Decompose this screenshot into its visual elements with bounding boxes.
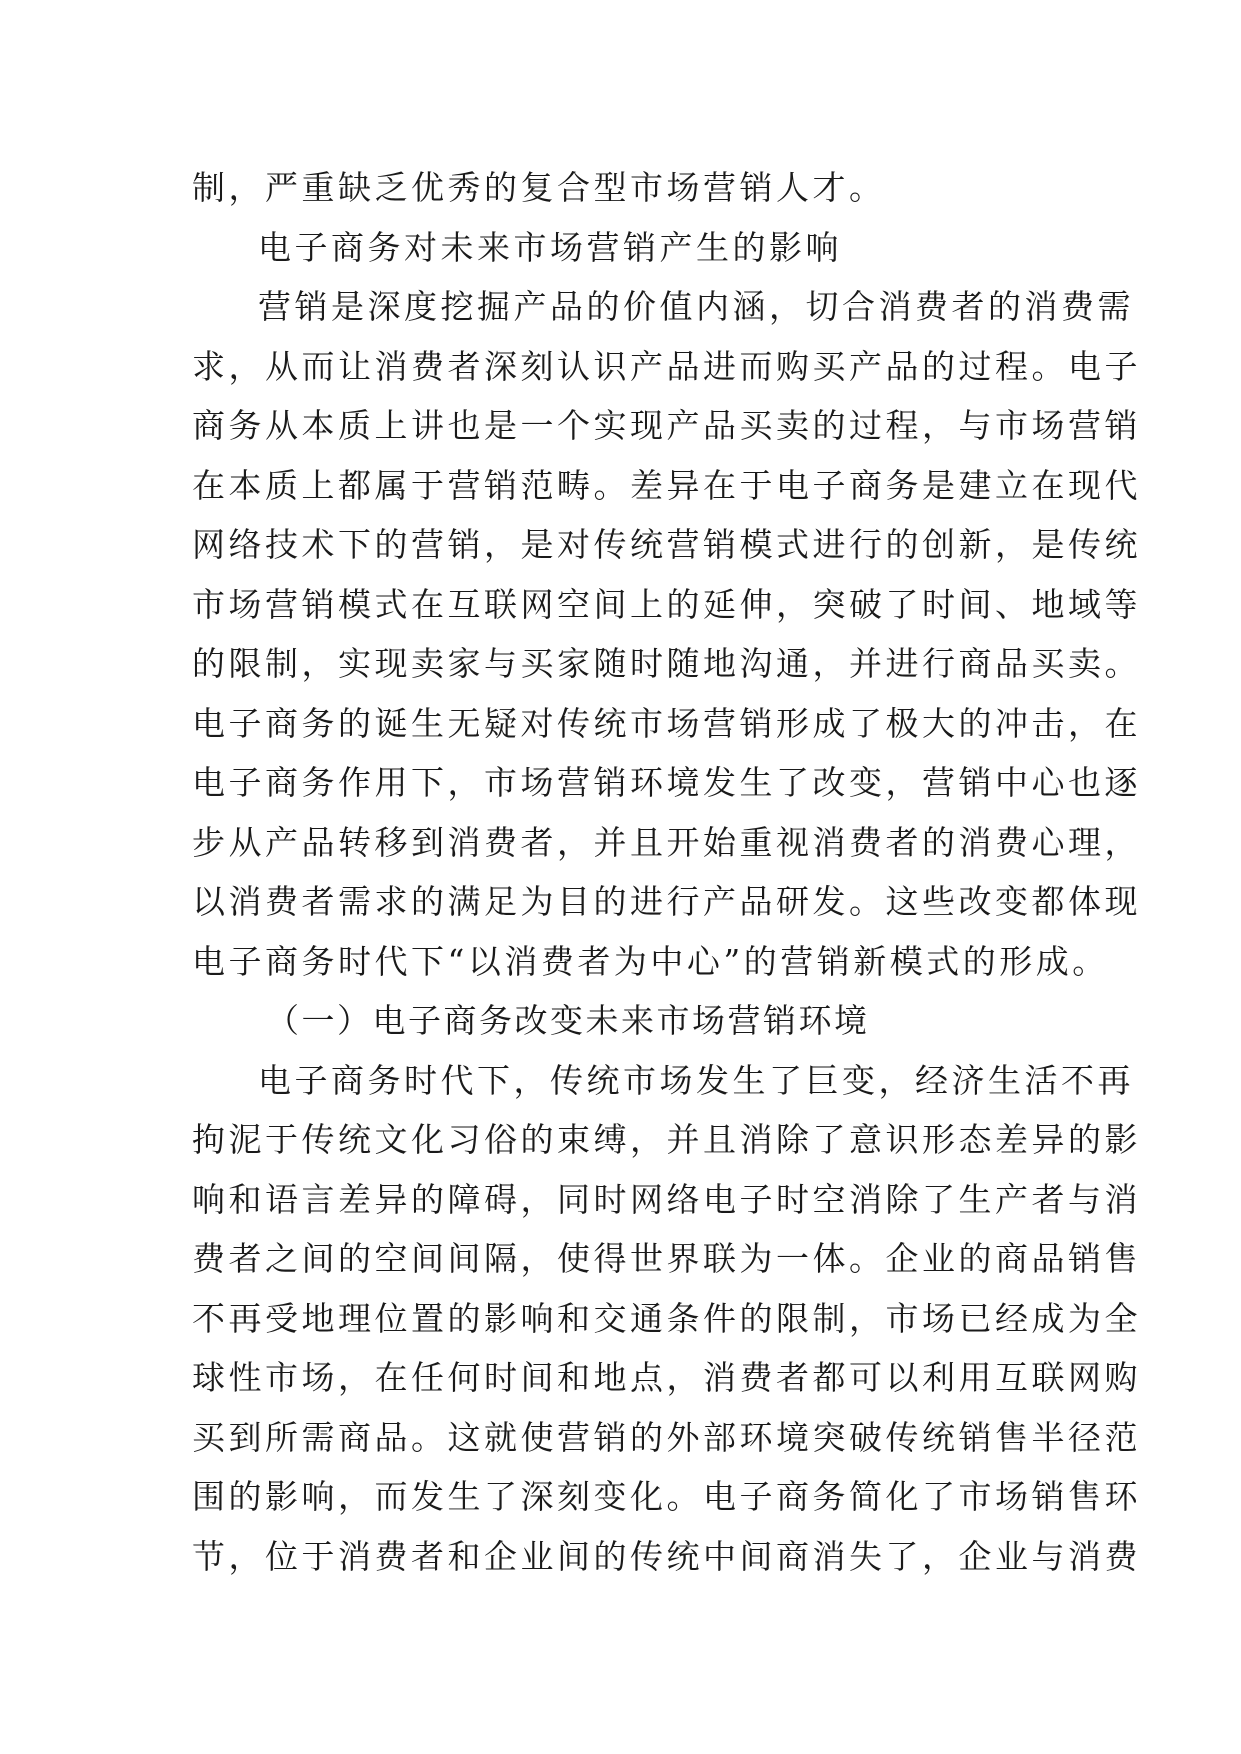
section-heading: 电子商务对未来市场营销产生的影响 [258, 227, 842, 267]
paragraph-line: 响和语言差异的障碍，同时网络电子时空消除了生产者与消 [192, 1179, 1141, 1219]
paragraph-line: 买到所需商品。这就使营销的外部环境突破传统销售半径范 [192, 1417, 1141, 1457]
paragraph-line: 步从产品转移到消费者，并且开始重视消费者的消费心理， [192, 822, 1141, 862]
paragraph-line: 求，从而让消费者深刻认识产品进而购买产品的过程。电子 [192, 346, 1141, 386]
paragraph-line: 市场营销模式在互联网空间上的延伸，突破了时间、地域等 [192, 584, 1141, 624]
paragraph-line: 球性市场，在任何时间和地点，消费者都可以利用互联网购 [192, 1358, 1141, 1397]
paragraph-line: 的限制，实现卖家与买家随时随地沟通，并进行商品买卖。 [192, 644, 1141, 683]
paragraph-line: 电子商务作用下，市场营销环境发生了改变，营销中心也逐 [192, 763, 1141, 802]
paragraph-line: 围的影响，而发生了深刻变化。电子商务简化了市场销售环 [192, 1477, 1141, 1516]
body-text [192, 158, 1141, 1586]
paragraph-line: 商务从本质上讲也是一个实现产品买卖的过程，与市场营销 [192, 406, 1141, 445]
paragraph-line: 电子商务时代下“以消费者为中心”的营销新模式的形成。 [192, 941, 1109, 981]
paragraph-line: 以消费者需求的满足为目的进行产品研发。这些改变都体现 [192, 882, 1141, 921]
paragraph-line: 电子商务的诞生无疑对传统市场营销形成了极大的冲击，在 [192, 703, 1141, 743]
paragraph-line: 在本质上都属于营销范畴。差异在于电子商务是建立在现代 [192, 465, 1141, 505]
paragraph-line: 拘泥于传统文化习俗的束缚，并且消除了意识形态差异的影 [192, 1120, 1141, 1159]
paragraph-line: 不再受地理位置的影响和交通条件的限制，市场已经成为全 [192, 1298, 1141, 1338]
subsection-heading: （一）电子商务改变未来市场营销环境 [266, 1001, 870, 1040]
paragraph-first-line: 电子商务时代下，传统市场发生了巨变，经济生活不再 [258, 1060, 1134, 1100]
paragraph-line: 网络技术下的营销，是对传统营销模式进行的创新，是传统 [192, 525, 1141, 564]
paragraph-line: 节，位于消费者和企业间的传统中间商消失了，企业与消费 [192, 1536, 1141, 1576]
paragraph-first-line: 营销是深度挖掘产品的价值内涵，切合消费者的消费需 [258, 287, 1134, 326]
paragraph-line: 制，严重缺乏优秀的复合型市场营销人才。 [192, 168, 886, 207]
paragraph-line: 费者之间的空间间隔，使得世界联为一体。企业的商品销售 [192, 1239, 1141, 1278]
